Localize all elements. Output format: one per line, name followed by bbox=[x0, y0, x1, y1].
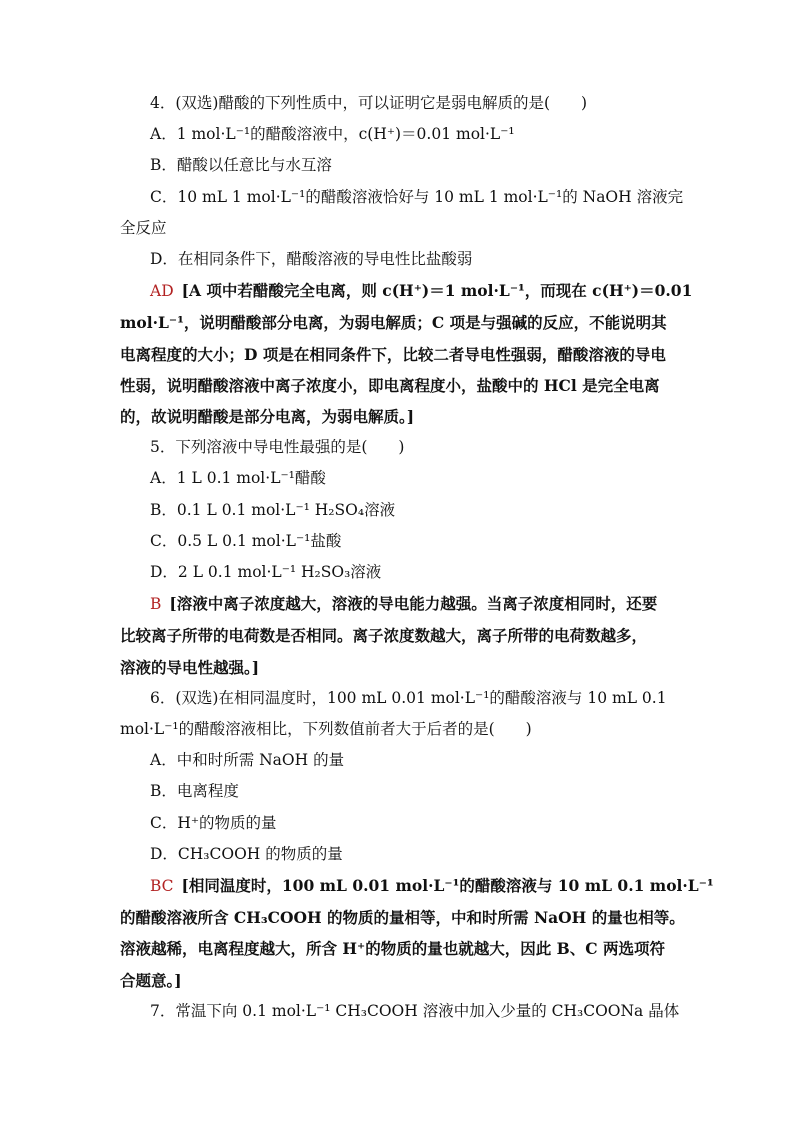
answer-line bbox=[120, 588, 675, 620]
answer-key: B bbox=[150, 595, 162, 614]
question-line bbox=[120, 463, 675, 494]
answer-line bbox=[120, 933, 675, 964]
line-text: D．2 L 0.1 mol·L⁻¹ H₂SO₃溶液 bbox=[150, 563, 382, 582]
answer-line bbox=[120, 902, 685, 933]
question-line bbox=[120, 745, 675, 776]
question-line bbox=[120, 683, 675, 714]
question-line bbox=[120, 213, 675, 244]
answer-line bbox=[120, 401, 675, 432]
line-text: 5．下列溶液中导电性最强的是( ) bbox=[150, 438, 405, 457]
line-text: A．中和时所需 NaOH 的量 bbox=[150, 751, 345, 770]
line-text: 性弱，说明醋酸溶液中离子浓度小，即电离程度小，盐酸中的 HCl 是完全电离 bbox=[120, 375, 660, 395]
line-text: 7．常温下向 0.1 mol·L⁻¹ CH₃COOH 溶液中加入少量的 CH₃COONa 晶体 bbox=[150, 1001, 680, 1020]
line-text: 6．(双选)在相同温度时，100 mL 0.01 mol·L⁻¹的醋酸溶液与 10 mL 0.1 bbox=[150, 688, 667, 707]
line-text: 4．(双选)醋酸的下列性质中，可以证明它是弱电解质的是( ) bbox=[150, 94, 588, 112]
line-text: 比较离子所带的电荷数是否相同。离子浓度数越大，离子所带的电荷数越多， bbox=[120, 626, 648, 646]
answer-line bbox=[120, 307, 675, 338]
document-body bbox=[120, 88, 714, 1027]
line-text: A．1 L 0.1 mol·L⁻¹醋酸 bbox=[150, 469, 326, 488]
answer-line bbox=[120, 370, 675, 401]
question-line bbox=[120, 714, 675, 745]
line-text: 溶液越稀，电离程度越大，所含 H⁺的物质的量也就越大，因此 B、C 两选项符 bbox=[120, 939, 665, 959]
question-line bbox=[120, 808, 675, 839]
question-line bbox=[120, 495, 675, 526]
line-text: 全反应 bbox=[120, 218, 167, 237]
line-text: 的，故说明醋酸是部分电离，为弱电解质。] bbox=[120, 407, 415, 427]
line-text: 电离程度的大小；D 项是在相同条件下，比较二者导电性强弱，醋酸溶液的导电 bbox=[120, 344, 666, 364]
question-line bbox=[120, 776, 675, 807]
line-text: D．在相同条件下，醋酸溶液的导电性比盐酸弱 bbox=[150, 250, 473, 269]
question-line bbox=[120, 839, 675, 870]
question-line bbox=[120, 88, 675, 119]
question-line bbox=[120, 996, 680, 1027]
line-text: B．电离程度 bbox=[150, 782, 239, 801]
line-text: C．10 mL 1 mol·L⁻¹的醋酸溶液恰好与 10 mL 1 mol·L⁻¹的 NaOH 溶液完 bbox=[150, 187, 684, 206]
line-text: B．醋酸以任意比与水互溶 bbox=[150, 156, 332, 175]
question-line bbox=[120, 557, 675, 588]
line-text: mol·L⁻¹的醋酸溶液相比，下列数值前者大于后者的是( ) bbox=[120, 720, 532, 739]
line-text: C．H⁺的物质的量 bbox=[150, 813, 277, 832]
answer-key: BC bbox=[150, 877, 174, 896]
question-line bbox=[120, 150, 675, 181]
line-text: A．1 mol·L⁻¹的醋酸溶液中，c(H⁺)＝0.01 mol·L⁻¹ bbox=[150, 125, 515, 144]
answer-line bbox=[120, 339, 675, 370]
line-text: [相同温度时，100 mL 0.01 mol·L⁻¹的醋酸溶液与 10 mL 0.1 mol·L⁻¹ bbox=[181, 876, 714, 896]
line-text: mol·L⁻¹，说明醋酸部分电离，为弱电解质；C 项是与强碱的反应，不能说明其 bbox=[120, 313, 667, 333]
line-text: 溶液的导电性越强。] bbox=[120, 657, 260, 677]
question-line bbox=[120, 182, 684, 213]
line-text: B．0.1 L 0.1 mol·L⁻¹ H₂SO₄溶液 bbox=[150, 500, 396, 519]
answer-key: AD bbox=[150, 282, 174, 301]
answer-line bbox=[120, 652, 675, 683]
answer-line bbox=[120, 620, 675, 651]
question-line bbox=[120, 244, 675, 275]
line-text: 的醋酸溶液所含 CH₃COOH 的物质的量相等，中和时所需 NaOH 的量也相等。 bbox=[120, 908, 685, 928]
line-text: [A 项中若醋酸完全电离，则 c(H⁺)＝1 mol·L⁻¹，而现在 c(H⁺)＝0.01 bbox=[181, 281, 693, 301]
answer-line bbox=[120, 965, 675, 996]
answer-line bbox=[120, 870, 714, 902]
line-text: D．CH₃COOH 的物质的量 bbox=[150, 844, 343, 863]
line-text: [溶液中离子浓度越大，溶液的导电能力越强。当离子浓度相同时，还要 bbox=[169, 594, 658, 614]
line-text: C．0.5 L 0.1 mol·L⁻¹盐酸 bbox=[150, 531, 342, 550]
question-line bbox=[120, 526, 675, 557]
question-line bbox=[120, 432, 675, 463]
answer-line bbox=[120, 275, 693, 307]
line-text: 合题意。] bbox=[120, 970, 182, 990]
question-line bbox=[120, 119, 675, 150]
